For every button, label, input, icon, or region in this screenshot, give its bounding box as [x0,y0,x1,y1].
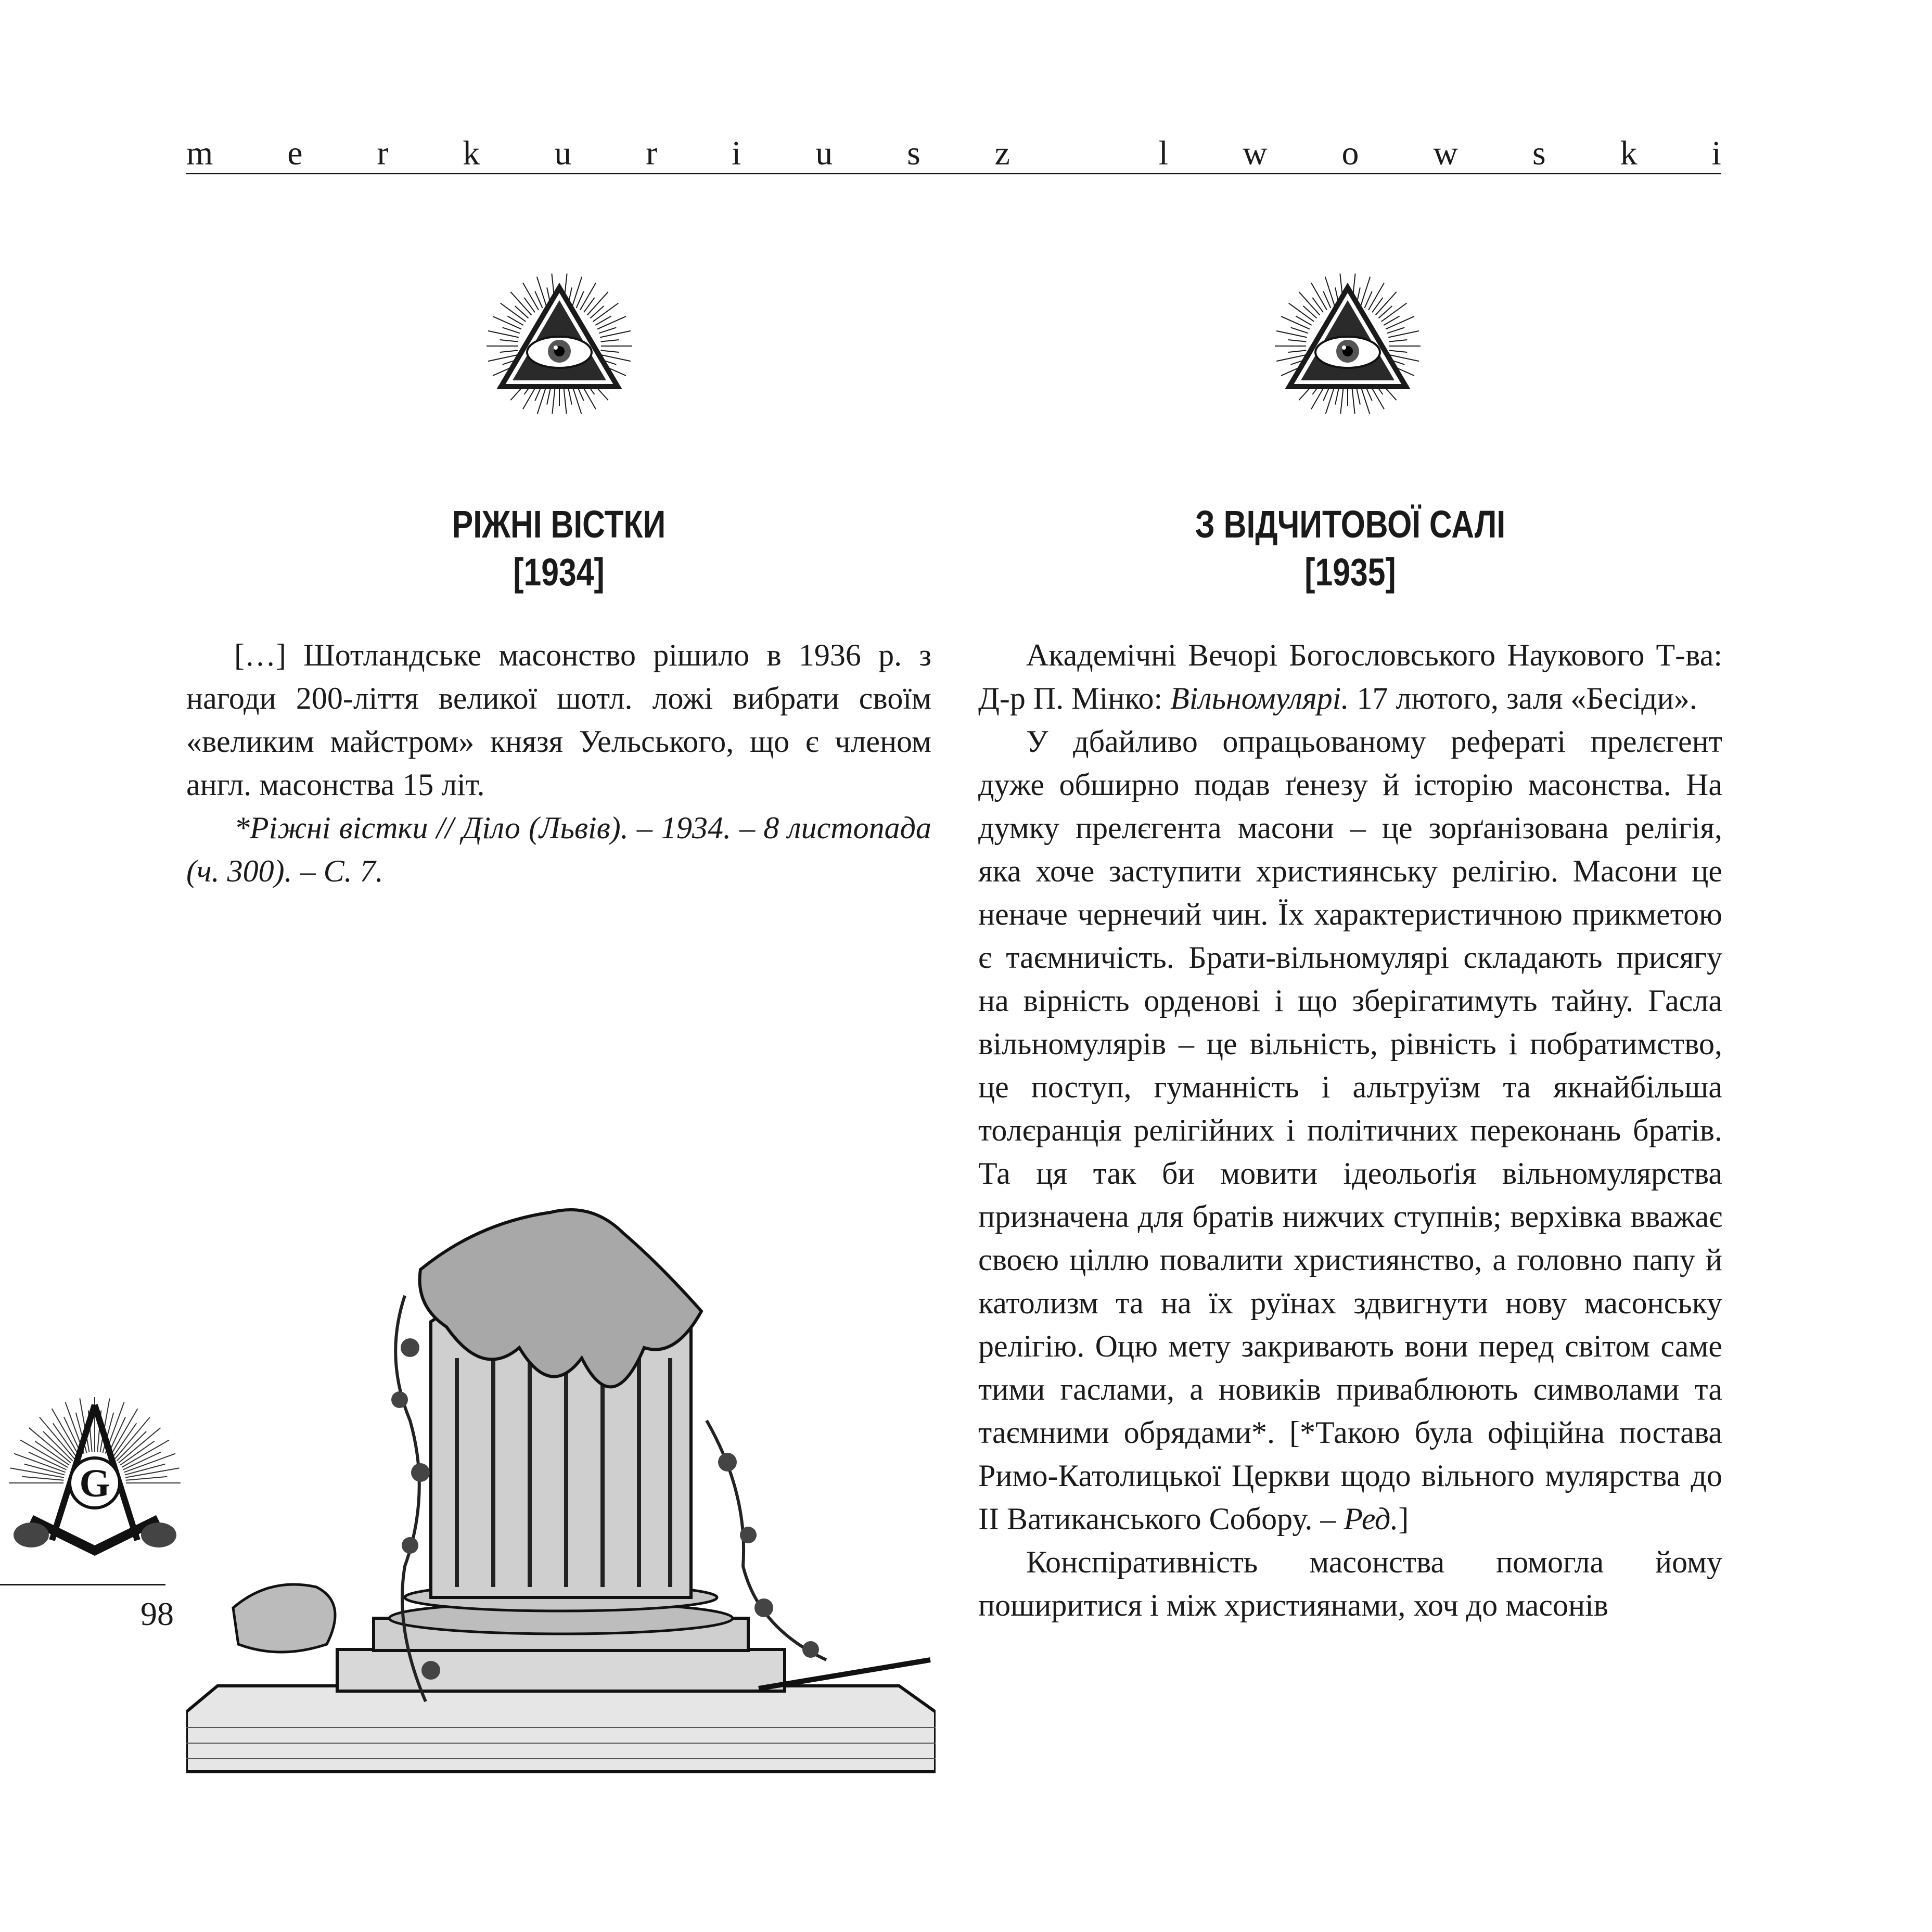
right-paragraph-3: Конспіративність масонства помогла йому поширитися і між християнами, хоч до масонів [978,1545,1722,1622]
right-paragraph-1 [978,634,1722,720]
section-heading: З ВІДЧИТОВОЇ САЛІ [1195,503,1506,546]
header-letter: k [1620,134,1637,172]
header-letter: k [463,134,480,172]
header-letter: o [1341,134,1359,172]
left-column [186,634,931,893]
header-letter: m [186,134,213,172]
p2-text: У дбайливо опрацьованому рефераті прелєгент дуже обширно подав ґенезу й історію масонства. На думку прелєгента масони – це зорґанізована релігія, яка хоче заступити християнську релігію. Масони це неначе чернечий чин. Їх характеристичною прикметою є таємничість. Брати-вільномулярі складають присягу на вірність орденові і що зберігатимуть тайну. Гасла вільномулярів – це вільність, рівність і побратимство, це поступ, гуманність і альтруїзм та якнайбільша толєранція релігійних і політичних переконань братів. Та ця так би мовити ідеольоґія вільномулярства призначена для братів нижчих ступнів; верхівка вважає своєю ціллю повалити християнство, а головно папу й католизм та на їх руїнах здвигнути нову масонську релігію. Оцю мету закривають вони перед світом саме тими гаслами, а новиків приваблюють символами та таємними обрядами*. [*Такою була офіційна постава Римо-Католицької Церкви щодо вільного мулярства до ІІ Ватиканського Собору. – [978,724,1722,1536]
header-letter: u [815,134,833,172]
header-letter: s [907,134,920,172]
section-heading: РІЖНІ ВІСТКИ [452,503,666,546]
header-letter: r [377,134,389,172]
header-letter: l [1158,134,1169,172]
p1-italic-title: Вільномулярі. [1170,681,1349,715]
running-header [186,136,1721,171]
section-title-right [1045,501,1656,596]
header-letter: r [646,134,658,172]
header-rule [186,173,1721,174]
section-year: [1934] [513,551,605,594]
p1-text: Академічні Вечорі Богословського Наукового Т-ва: Д-р П. Мінко: [978,638,1722,715]
all-seeing-eye-icon [1270,263,1426,414]
right-paragraph-2 [978,720,1722,1541]
emblem-letter: G [79,1462,110,1505]
right-column [978,634,1722,1627]
p2-tail: ] [1398,1502,1409,1536]
header-letter: i [1711,134,1721,172]
square-compass-g-icon [0,1394,190,1574]
section-year: [1935] [1304,551,1396,594]
page-number: 98 [140,1595,174,1632]
page-number-rule [0,1584,165,1585]
header-letter: z [994,134,1010,172]
section-title-left [253,501,864,596]
header-letter: i [731,134,741,172]
header-letter: u [554,134,572,172]
all-seeing-eye-icon [481,263,637,414]
p2-italic-editor: Ред. [1344,1502,1399,1536]
header-letter: s [1532,134,1546,172]
left-body-paragraph: […] Шотландське масонство рішило в 1936 р. з нагоди 200-ліття великої шотл. ложі вибрати своїм «великим майстром» князя Уельського, що є членом англ. масонства 15 літ. [186,638,931,802]
header-letter: w [1242,134,1268,172]
header-letter: e [287,134,303,172]
p1-tail: 17 лютого, заля «Бесіди». [1349,681,1697,715]
header-letter: w [1433,134,1458,172]
left-citation: *Ріжні вістки // Діло (Львів). – 1934. – 8 листопада (ч. 300). – С. 7. [186,811,931,888]
broken-column-illustration [186,1202,936,1775]
